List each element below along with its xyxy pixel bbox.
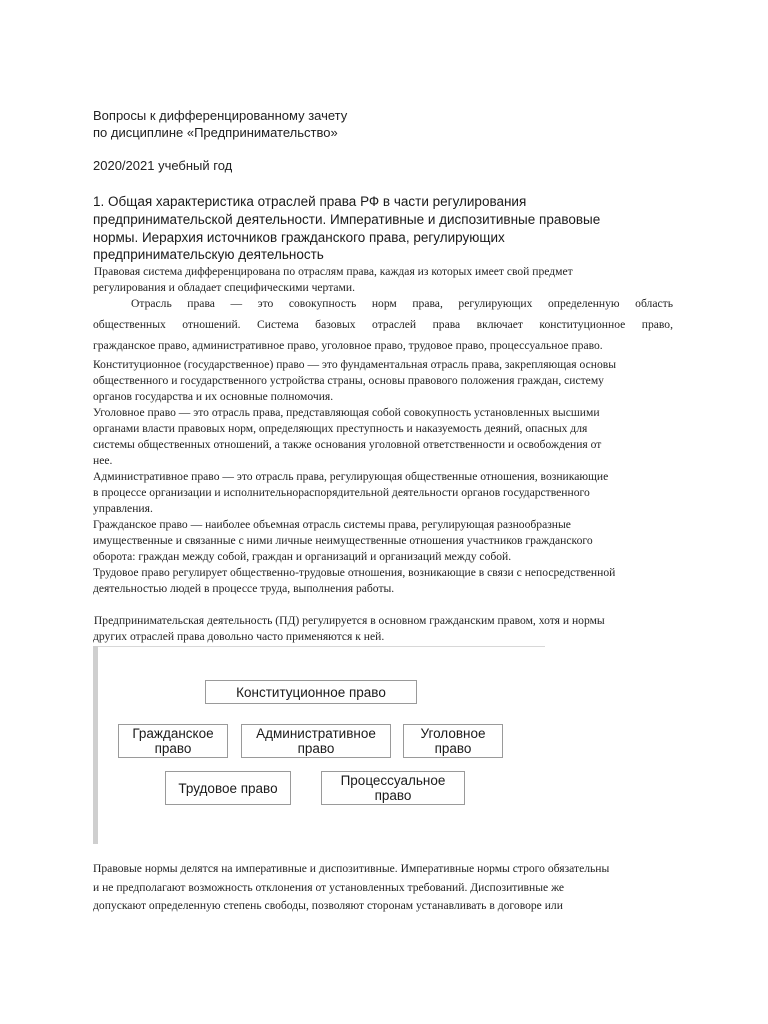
paragraph-1-line-1: Правовая система дифференцирована по отраслям права, каждая из которых имеет свой предмет <box>91 265 573 278</box>
paragraph-3-line-1: Конституционное (государственное) право — это фундаментальная отрасль права, закрепляющая основы <box>93 358 617 371</box>
paragraph-9-line-2: и не предполагают возможность отклонения от установленных требований. Диспозитивные же <box>93 881 565 894</box>
question-1-line-4: предпринимательскую деятельность <box>93 247 324 262</box>
question-1-line-1: 1. Общая характеристика отраслей права РФ в части регулирования <box>93 194 527 209</box>
paragraph-8-line-1: Предпринимательская деятельность (ПД) регулируется в основном гражданским правом, хотя и нормы <box>91 614 605 627</box>
paragraph-4-line-3: системы общественных отношений, а также основания уголовной ответственности и освобождения от <box>93 438 602 451</box>
paragraph-7-line-2: деятельностью людей в процессе труда, выполнения работы. <box>93 582 395 595</box>
paragraph-6-line-1: Гражданское право — наиболее объемная отрасль системы права, регулирующая разнообразные <box>93 518 571 531</box>
paragraph-5-line-3: управления. <box>93 502 153 515</box>
paragraph-8-line-2: других отраслей права довольно часто применяются к ней. <box>93 630 385 643</box>
question-1-line-3: нормы. Иерархия источников гражданского права, регулирующих <box>93 230 505 245</box>
box-criminal-law-label: Уголовное право <box>420 726 486 756</box>
box-civil-law <box>118 724 228 758</box>
paragraph-9-line-3: допускают определенную степень свободы, позволяют сторонам устанавливать в договоре или <box>93 899 563 912</box>
box-constitutional-law <box>205 680 417 704</box>
law-branches-diagram <box>93 646 545 844</box>
box-administrative-law <box>241 724 391 758</box>
paragraph-2-line-2: общественных отношений. Система базовых отраслей права включает конституционное право, <box>93 318 673 331</box>
paragraph-2-line-3: гражданское право, административное право, уголовное право, трудовое право, процессуальное право. <box>93 339 603 352</box>
header-line-1: Вопросы к дифференцированному зачету <box>93 108 348 123</box>
diagram-top-rule <box>98 646 545 647</box>
paragraph-4-line-4: нее. <box>93 454 113 467</box>
paragraph-4-line-1: Уголовное право — это отрасль права, представляющая собой совокупность установленных высшими <box>93 406 600 419</box>
paragraph-6-line-2: имущественные и связанные с ними личные неимущественные отношения участников гражданского <box>93 534 593 547</box>
question-1-line-2: предпринимательской деятельности. Императивные и диспозитивные правовые <box>93 212 601 227</box>
box-civil-law-label: Гражданское право <box>132 726 214 756</box>
paragraph-7-line-1: Трудовое право регулирует общественно-трудовые отношения, возникающие в связи с непосредственной <box>93 566 616 579</box>
box-labor-law-label: Трудовое право <box>178 780 278 796</box>
paragraph-1-line-2: регулирования и обладает специфическими чертами. <box>93 281 355 294</box>
box-procedural-law-label: Процессуальное право <box>340 773 446 803</box>
paragraph-9-line-1: Правовые нормы делятся на императивные и диспозитивные. Императивные нормы строго обязательны <box>93 862 610 875</box>
box-criminal-law <box>403 724 503 758</box>
paragraph-3-line-2: общественного и государственного устройства страны, основы правового положения граждан, систему <box>93 374 604 387</box>
header-line-2: по дисциплине «Предпринимательство» <box>93 125 338 140</box>
paragraph-4-line-2: органами власти правовых норм, определяющих преступность и наказуемость деяний, опасных для <box>93 422 588 435</box>
paragraph-6-line-3: оборота: граждан между собой, граждан и организаций и организаций между собой. <box>93 550 512 563</box>
box-labor-law <box>165 771 291 805</box>
paragraph-2-line-1: Отрасль права — это совокупность норм права, регулирующих определенную область <box>131 297 673 310</box>
paragraph-3-line-3: органов государства и их основные полномочия. <box>93 390 334 403</box>
academic-year: 2020/2021 учебный год <box>93 158 233 173</box>
box-constitutional-law-label: Конституционное право <box>236 684 386 700</box>
box-procedural-law <box>321 771 465 805</box>
paragraph-5-line-2: в процессе организации и исполнительнораспорядительной деятельности органов государственного <box>93 486 590 499</box>
box-administrative-law-label: Административное право <box>256 726 376 756</box>
paragraph-5-line-1: Административное право — это отрасль права, регулирующая общественные отношения, возникающие <box>93 470 609 483</box>
diagram-left-bar <box>93 646 98 844</box>
